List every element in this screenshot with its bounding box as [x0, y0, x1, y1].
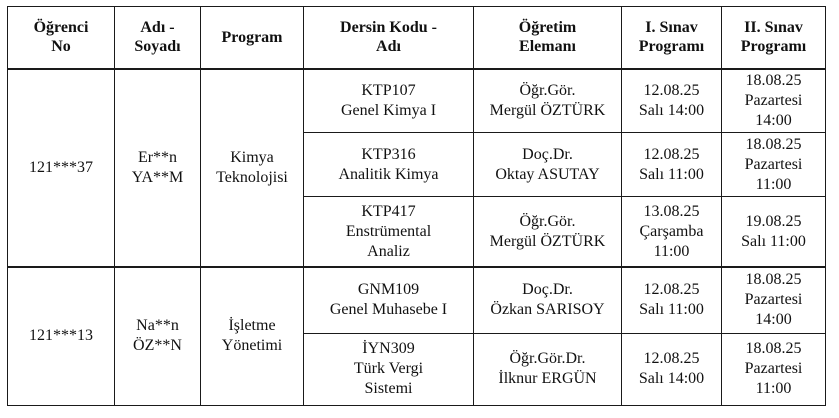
program-cell: İşletme Yönetimi	[201, 267, 304, 406]
header-row	[8, 7, 826, 69]
course-cell: KTP316 Analitik Kimya	[304, 133, 474, 197]
header-program: Program	[201, 7, 304, 69]
instructor-cell: Öğr.Gör. Mergül ÖZTÜRK	[474, 197, 622, 267]
header-student-no: Öğrenci No	[8, 7, 115, 69]
course-cell: KTP417 Enstrümental Analiz	[304, 197, 474, 267]
instructor-cell: Doç.Dr. Oktay ASUTAY	[474, 133, 622, 197]
exam2-cell: 18.08.25 Pazartesi 14:00	[722, 69, 826, 133]
student-group	[8, 267, 826, 406]
exam1-cell: 12.08.25 Salı 14:00	[622, 333, 722, 405]
instructor-cell: Öğr.Gör. Mergül ÖZTÜRK	[474, 69, 622, 133]
table-row	[8, 69, 826, 133]
header-course: Dersin Kodu - Adı	[304, 7, 474, 69]
header-instructor: Öğretim Elemanı	[474, 7, 622, 69]
header-exam1: I. Sınav Programı	[622, 7, 722, 69]
instructor-cell: Öğr.Gör.Dr. İlknur ERGÜN	[474, 333, 622, 405]
exam1-cell: 13.08.25 Çarşamba 11:00	[622, 197, 722, 267]
student-group	[8, 69, 826, 267]
exam2-cell: 18.08.25 Pazartesi 11:00	[722, 133, 826, 197]
student-no-cell: 121***13	[8, 267, 115, 406]
course-cell: İYN309 Türk Vergi Sistemi	[304, 333, 474, 405]
program-cell: Kimya Teknolojisi	[201, 69, 304, 267]
exam-schedule-table	[7, 6, 826, 406]
table-row	[8, 267, 826, 333]
course-cell: KTP107 Genel Kimya I	[304, 69, 474, 133]
exam2-cell: 19.08.25 Salı 11:00	[722, 197, 826, 267]
course-cell: GNM109 Genel Muhasebe I	[304, 267, 474, 333]
exam1-cell: 12.08.25 Salı 11:00	[622, 133, 722, 197]
header-name: Adı - Soyadı	[115, 7, 201, 69]
student-no-cell: 121***37	[8, 69, 115, 267]
exam1-cell: 12.08.25 Salı 14:00	[622, 69, 722, 133]
header-exam2: II. Sınav Programı	[722, 7, 826, 69]
exam1-cell: 12.08.25 Salı 11:00	[622, 267, 722, 333]
exam2-cell: 18.08.25 Pazartesi 14:00	[722, 267, 826, 333]
instructor-cell: Doç.Dr. Özkan SARISOY	[474, 267, 622, 333]
student-name-cell: Er**n YA**M	[115, 69, 201, 267]
exam2-cell: 18.08.25 Pazartesi 11:00	[722, 333, 826, 405]
student-name-cell: Na**n ÖZ**N	[115, 267, 201, 406]
